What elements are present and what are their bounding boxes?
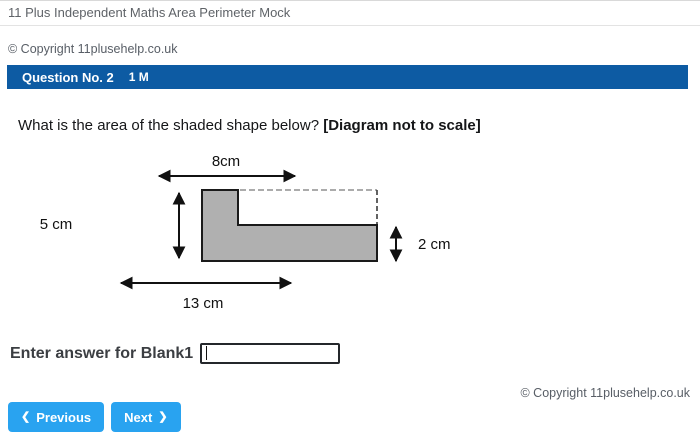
previous-button-label: Previous <box>36 409 92 425</box>
question-marks-label: 1 M <box>128 70 149 84</box>
dim-label-right: 2 cm <box>418 236 451 253</box>
answer-row <box>10 343 340 364</box>
question-text-main: What is the area of the shaded shape below? <box>18 117 320 134</box>
shaded-l-shape <box>202 190 377 261</box>
chevron-right-icon: ❯ <box>158 410 168 423</box>
shape-diagram <box>0 145 480 320</box>
text-cursor <box>206 346 207 360</box>
nav-buttons <box>8 402 181 432</box>
dim-label-left: 5 cm <box>39 216 73 233</box>
dim-label-bottom: 13 cm <box>182 295 224 312</box>
copyright-top: © Copyright 11plusehelp.co.uk <box>8 42 178 56</box>
question-number-label: Question No. 2 <box>22 69 114 85</box>
page-title: 11 Plus Independent Maths Area Perimeter Mock <box>8 5 291 20</box>
answer-input[interactable] <box>200 343 340 364</box>
answer-input-wrap <box>200 343 340 364</box>
dim-label-top: 8cm <box>211 153 241 170</box>
chevron-left-icon: ❮ <box>21 410 31 423</box>
answer-prompt: Enter answer for Blank1 <box>10 344 194 362</box>
question-text <box>18 117 481 134</box>
question-text-note: [Diagram not to scale] <box>323 117 481 134</box>
copyright-bottom: © Copyright 11plusehelp.co.uk <box>520 386 690 400</box>
previous-button[interactable] <box>8 402 104 432</box>
question-number-bar <box>7 65 688 89</box>
window-header <box>0 0 700 26</box>
next-button[interactable] <box>111 402 180 432</box>
next-button-label: Next <box>124 409 153 425</box>
